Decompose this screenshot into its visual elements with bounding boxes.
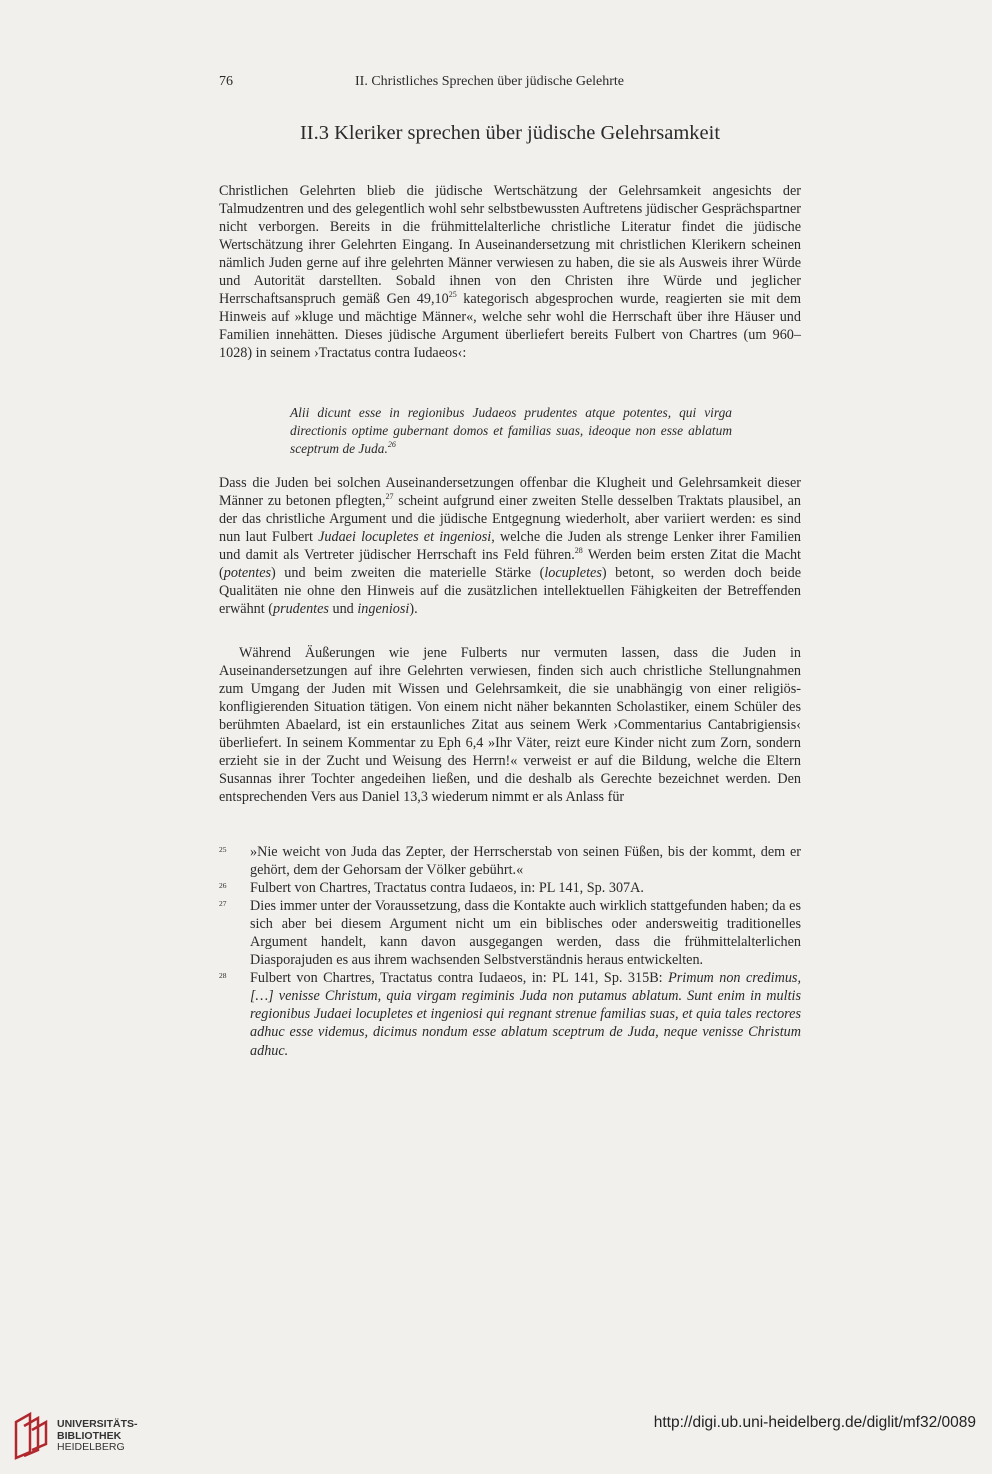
latin-term: locupletes <box>544 565 602 582</box>
permalink-url[interactable]: http://digi.ub.uni-heidelberg.de/diglit/mf32/0089 <box>653 1414 976 1431</box>
footnote-27 <box>219 897 801 969</box>
footnote-text: Fulbert von Chartres, Tractatus contra Iudaeos, in: PL 141, Sp. 315B: <box>250 970 669 987</box>
paragraph-2-text-e: ) und beim zweiten die materielle Stärke ( <box>271 565 545 582</box>
paragraph-2 <box>219 474 801 618</box>
paragraph-2-text-h: ). <box>409 601 418 618</box>
page-number: 76 <box>219 74 233 89</box>
footnote-ref-28[interactable]: 28 <box>574 546 583 556</box>
paragraph-2-text-b: scheint aufgrund einer zweiten Stelle desselben Traktats plausibel, an der das christliche Argument und die jüdische Entgegnung wiederholt, aber variiert werden: es sind nun laut Fulbert <box>219 493 801 546</box>
footnote-ref-27[interactable]: 27 <box>385 492 394 502</box>
footnote-25 <box>219 843 801 879</box>
footnote-text: »Nie weicht von Juda das Zepter, der Herrscherstab von seinen Füßen, bis der kommt, dem er gehört, dem der Gehorsam der Völker gebührt.« <box>250 844 801 879</box>
library-name-line-1: UNIVERSITÄTS- <box>57 1418 138 1430</box>
running-head <box>219 74 801 94</box>
footnote-latin-quote: Primum non credimus, […] venisse Christum, quia virgam regiminis Juda non putamus ablatum. Sunt enim in multis regionibus Judaei locupletes et ingeniosi qui regnant strenue familias suas, et quia tales rectores adhuc esse videmus, dicimus nondum esse ablatum sceptrum de Juda, neque venisse Christum adhuc. <box>250 970 801 1059</box>
footnote-text: Dies immer unter der Voraussetzung, dass die Kontakte auch wirklich stattgefunden haben; da es sich aber bei diesem Argument nicht um ein biblisches oder andersweitig traditionelles Argument handelt, kann davon ausgegangen werden, dass die frühmittelalterlichen Diasporajuden es aus ihrem wachsenden Selbstverständnis heraus entwickelten. <box>250 898 801 969</box>
latin-term: prudentes <box>272 601 329 618</box>
digitization-footer <box>0 1410 992 1474</box>
paragraph-1 <box>219 182 801 362</box>
running-title: II. Christliches Sprechen über jüdische Gelehrte <box>355 74 625 89</box>
section-title: II.3 Kleriker sprechen über jüdische Gelehrsamkeit <box>299 122 721 144</box>
paragraph-2-text-g: und <box>328 601 358 618</box>
latin-block-quote <box>290 404 732 457</box>
paragraph-2-text-a: Dass die Juden bei solchen Auseinandersetzungen offenbar die Klugheit und Gelehrsamkeit dieser Männer zu betonen pflegten, <box>219 475 801 510</box>
footnote-ref-25[interactable]: 25 <box>448 290 457 300</box>
footnote-number: 25 <box>219 845 227 854</box>
paragraph-2-text-d: Werden beim ersten Zitat die Macht ( <box>219 547 801 582</box>
footnote-number: 28 <box>219 971 227 981</box>
footnotes <box>219 843 801 1060</box>
library-name <box>57 1419 138 1454</box>
footnote-number: 26 <box>219 881 227 891</box>
latin-term: Judaei locupletes et ingeniosi <box>318 529 492 546</box>
paragraph-1-text-a: Christlichen Gelehrten blieb die jüdische Wertschätzung der Gelehrsamkeit angesichts der Talmudzentren und des gelegentlich wohl sehr selbstbewussten Auftretens jüdischer Gesprächspartner nicht verborgen. Bereits in die frühmittelalterliche christliche Literatur findet die jüdische Wertschätzung ihrer Gelehrten Eingang. In Auseinandersetzung mit christlichen Klerikern scheinen nämlich Juden gerne auf ihre gelehrten Männer verwiesen zu haben, die sie als Ausweis ihrer Würde und Autorität darstellten. Sobald ihnen von den Christen ihre Würde und jeglicher Herrschaftsanspruch gemäß Gen 49,10 <box>219 183 801 308</box>
quote-text: Alii dicunt esse in regionibus Judaeos prudentes atque potentes, qui virga directionis optime gubernant domos et familias suas, ideoque non esse ablatum sceptrum de Juda. <box>290 405 732 456</box>
paragraph-2-text-f: ) betont, so werden doch beide Qualitäten nie ohne den Hinweis auf die zusätzlichen intellektuellen Fähigkeiten der Betreffenden erwähnt ( <box>219 565 801 618</box>
footnote-26 <box>219 879 801 897</box>
paragraph-3: Während Äußerungen wie jene Fulberts nur vermuten lassen, dass die Juden in Auseinandersetzungen auf ihre Gelehrten verwiesen, finden sich auch christliche Stellungnahmen zum Umgang der Juden mit Wissen und Gelehrsamkeit, die sie unabhängig von einer religiös-konfligierenden Situation tätigen. Von einem nicht näher bekannten Scholastiker, einem Schüler des berühmten Abaelard, ist ein erstaunliches Zitat aus seinem Werk ›Commentarius Cantabrigiensis‹ überliefert. In seinem Kommentar zu Eph 6,4 »Ihr Väter, reizt eure Kinder nicht zum Zorn, sondern erzieht sie in der Zucht und Weisung des Herrn!« verweist er auf die Bildung, welche die Eltern Susannas ihrer Tochter angedeihen ließen, und die deshalb als Gerechte bezeichnet werden. Den entsprechenden Vers aus Daniel 13,3 wiederum nimmt er als Anlass für <box>219 645 801 806</box>
library-name-line-3: HEIDELBERG <box>57 1441 125 1453</box>
footnote-text: Fulbert von Chartres, Tractatus contra Iudaeos, in: PL 141, Sp. 307A. <box>250 880 644 897</box>
library-name-line-2: BIBLIOTHEK <box>57 1429 122 1442</box>
paragraph-1-text-b: kategorisch abgesprochen wurde, reagierten sie mit dem Hinweis auf »kluge und mächtige Männer«, welche sehr wohl die Herrschaft über ihre Häuser und Familien innehätten. Dieses jüdische Argument überliefert bereits Fulbert von Chartres (um 960–1028) in seinem ›Tractatus contra Iudaeos‹: <box>219 291 801 362</box>
latin-term: potentes <box>223 565 272 582</box>
footnote-number: 27 <box>219 899 227 909</box>
latin-term: ingeniosi <box>357 601 410 618</box>
library-logo-icon <box>10 1410 52 1460</box>
footnote-ref-26[interactable]: 26 <box>387 439 396 449</box>
footnote-28 <box>219 969 801 1059</box>
paragraph-2-text-c: , welche die Juden als strenge Lenker ihrer Familien und damit als Vertreter jüdischer Herrschaft ins Feld führen. <box>219 529 801 564</box>
